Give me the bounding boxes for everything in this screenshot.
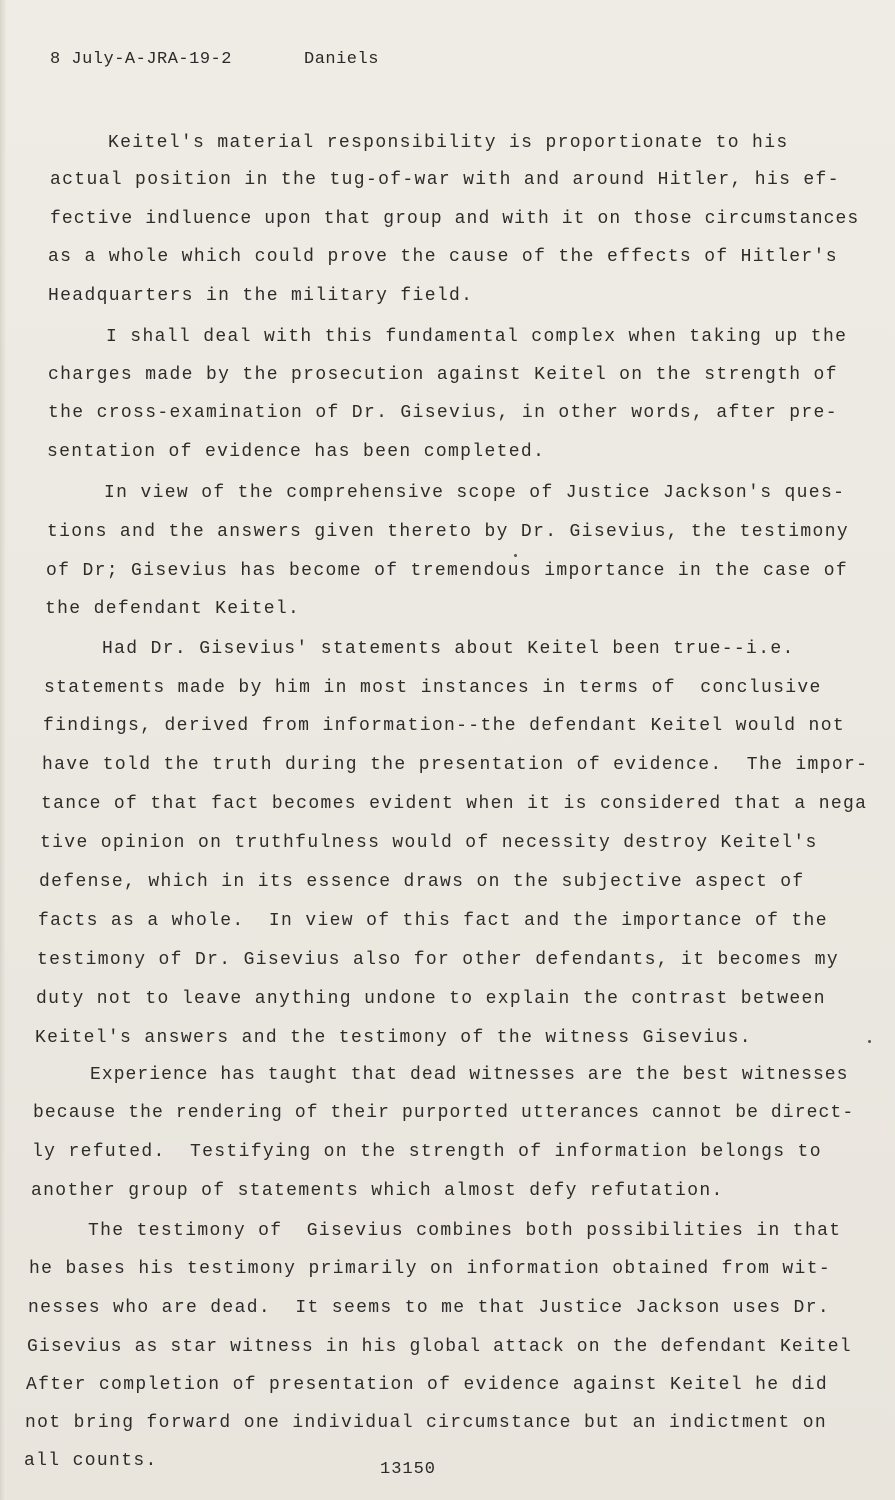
- text-line: Keitel's material responsibility is proportionate to his: [108, 133, 789, 153]
- text-line: findings, derived from information--the defendant Keitel would not: [43, 716, 846, 736]
- text-line: he bases his testimony primarily on information obtained from wit-: [29, 1259, 832, 1279]
- text-line: as a whole which could prove the cause of the effects of Hitler's: [48, 247, 838, 267]
- text-line: Headquarters in the military field.: [48, 286, 474, 306]
- text-line: another group of statements which almost defy refutation.: [31, 1181, 724, 1201]
- text-line: sentation of evidence has been completed.: [47, 442, 546, 462]
- text-line: defense, which in its essence draws on the subjective aspect of: [39, 872, 805, 892]
- text-line: The testimony of Gisevius combines both possibilities in that: [88, 1221, 842, 1241]
- text-line: all counts.: [24, 1451, 158, 1471]
- page-number: 13150: [380, 1460, 437, 1479]
- text-line: have told the truth during the presentation of evidence. The impor-: [42, 755, 869, 775]
- text-line: not bring forward one individual circumstance but an indictment on: [25, 1413, 828, 1433]
- text-line: statements made by him in most instances in terms of conclusive: [44, 678, 822, 698]
- text-line: duty not to leave anything undone to explain the contrast between: [36, 989, 826, 1009]
- text-line: After completion of presentation of evidence against Keitel he did: [26, 1375, 829, 1395]
- text-line: actual position in the tug-of-war with and around Hitler, his ef-: [50, 170, 840, 190]
- text-line: Had Dr. Gisevius' statements about Keitel been true--i.e.: [102, 639, 795, 659]
- text-line: testimony of Dr. Gisevius also for other defendants, it becomes my: [37, 950, 840, 970]
- text-line: tive opinion on truthfulness would of necessity destroy Keitel's: [40, 833, 818, 853]
- text-line: of Dr; Gisevius has become of tremendous importance in the case of: [46, 561, 849, 581]
- text-line: nesses who are dead. It seems to me that Justice Jackson uses Dr.: [28, 1298, 831, 1318]
- text-line: charges made by the prosecution against Keitel on the strength of: [48, 365, 838, 385]
- ink-speck: [868, 1040, 871, 1043]
- text-line: ly refuted. Testifying on the strength of information belongs to: [32, 1142, 822, 1162]
- ink-speck: [514, 554, 517, 557]
- text-line: Gisevius as star witness in his global attack on the defendant Keitel: [27, 1337, 852, 1357]
- text-line: I shall deal with this fundamental complex when taking up the: [106, 327, 848, 347]
- text-line: the defendant Keitel.: [45, 599, 301, 619]
- header-reference: 8 July-A-JRA-19-2: [50, 50, 232, 69]
- text-line: In view of the comprehensive scope of Justice Jackson's ques-: [104, 483, 846, 503]
- text-line: fective indluence upon that group and with it on those circumstances: [50, 209, 860, 229]
- header-speaker: Daniels: [304, 50, 379, 69]
- text-line: tions and the answers given thereto by Dr. Gisevius, the testimony: [47, 522, 850, 542]
- text-line: tance of that fact becomes evident when it is considered that a nega: [41, 794, 868, 814]
- text-line: because the rendering of their purported utterances cannot be direct-: [33, 1103, 855, 1123]
- text-line: Keitel's answers and the testimony of the witness Gisevius.: [35, 1028, 752, 1048]
- text-line: the cross-examination of Dr. Gisevius, in other words, after pre-: [48, 403, 838, 423]
- text-line: Experience has taught that dead witnesses are the best witnesses: [90, 1065, 849, 1085]
- text-line: facts as a whole. In view of this fact and the importance of the: [38, 911, 828, 931]
